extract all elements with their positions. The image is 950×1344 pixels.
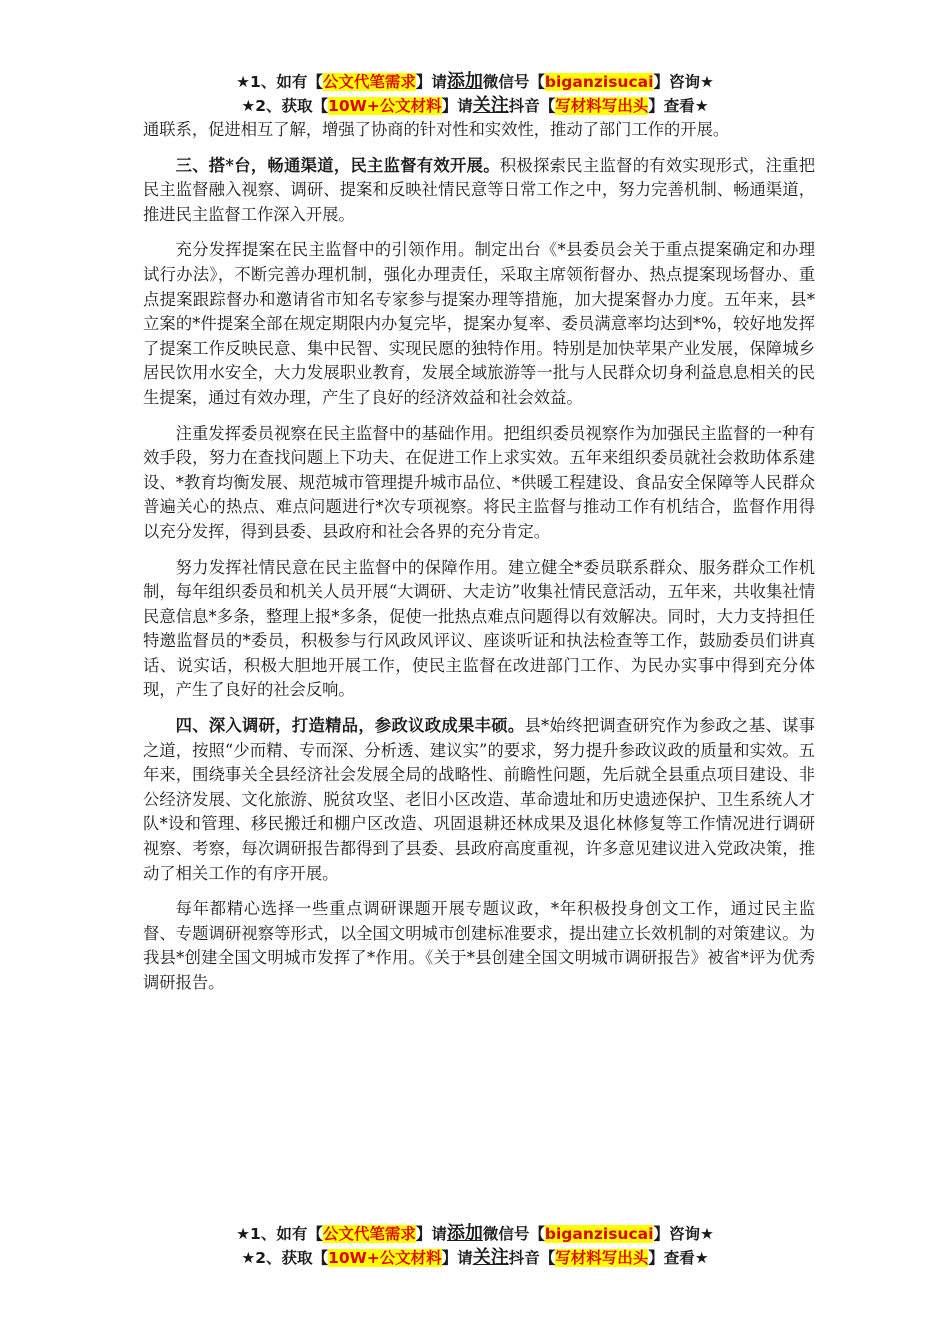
promo-text: 】请 [441,97,473,115]
promo-text: ★1、如有【 [236,1225,323,1243]
promo-line-1 [0,70,950,94]
promo-highlight-wechat: biganzisucai [544,1225,654,1243]
paragraph-special-topics: 每年都精心选择一些重点调研课题开展专题议政，*年积极投身创文工作，通过民主监督、专题调研视察等形式，以全国文明城市创建标准要求，提出建立长效机制的对策建议。为我县*创建全国文明城市发挥了*作用。《关于*县创建全国文明城市调研报告》被省*评为优秀调研报告。 [143,899,815,992]
promo-highlight-douyin: 写材料写出头 [555,97,649,115]
promo-emphasis: 添加 [446,1223,483,1244]
paragraph-public-opinion: 努力发挥社情民意在民主监督中的保障作用。建立健全*委员联系群众、服务群众工作机制，每年组织委员和机关人员开展“大调研、大走访”收集社情民意活动，五年来，共收集社情民意信息*多条，整理上报*多条，促使一批热点难点问题得以有效解决。同时，大力支持担任特邀监督员的*委员，积极参与行风政风评议、座谈听证和执法检查等工作，鼓励委员们讲真话、说实话，积极大胆地开展工作，使民主监督在改进部门工作、为民办实事中得到充分体现，产生了良好的社会反响。 [143,557,815,700]
paragraph-proposals: 充分发挥提案在民主监督中的引领作用。制定出台《*县委员会关于重点提案确定和办理试行办法》，不断完善办理机制，强化办理责任，采取主席领衔督办、热点提案现场督办、重点提案跟踪督办和邀请省市知名专家参与提案办理等措施，加大提案督办力度。五年来，县*立案的*件提案全部在规定期限内办复完毕，提案办复率、委员满意率均达到*%，较好地发挥了提案工作反映民意、集中民智、实现民愿的独特作用。特别是加快苹果产业发展，保障城乡居民饮用水安全，大力发展职业教育，发展全域旅游等一批与人民群众切身利益息息相关的民生提案，通过有效办理，产生了良好的经济效益和社会效益。 [143,240,815,407]
promo-highlight: 10W+公文材料 [328,97,442,115]
promo-text: 】查看★ [648,97,709,115]
promo-emphasis: 添加 [446,71,483,92]
promo-highlight-wechat: biganzisucai [544,73,654,91]
paragraph-inspection: 注重发挥委员视察在民主监督中的基础作用。把组织委员视察作为加强民主监督的一种有效手段，努力在查找问题上下功夫、在促进工作上求实效。五年来组织委员就社会救助体系建设、*教育均衡发展、规范城市管理提升城市品位、*供暖工程建设、食品安全保障等人民群众普遍关心的热点、难点问题进行*次专项视察。将民主监督与推动工作有机结合，监督作用得以充分发挥，得到县委、县政府和社会各界的充分肯定。 [143,423,815,541]
promo-text: 】请 [441,1249,473,1267]
promo-text: 】咨询★ [653,73,714,91]
paragraph-continued: 通联系，促进相互了解，增强了协商的针对性和实效性，推动了部门工作的开展。 [143,120,730,139]
footer-promo [0,1222,950,1270]
promo-highlight-douyin: 写材料写出头 [555,1249,649,1267]
promo-text: ★1、如有【 [236,73,323,91]
header-promo [0,70,950,118]
promo-text: 微信号【 [482,1225,545,1243]
promo-highlight: 10W+公文材料 [328,1249,442,1267]
promo-text: 】查看★ [648,1249,709,1267]
promo-highlight: 公文代笔需求 [322,1225,416,1243]
paragraph-section-four [143,714,815,886]
document-body [143,118,815,1007]
promo-text: 微信号【 [482,73,545,91]
promo-text: 】请 [415,73,447,91]
promo-text: 】请 [415,1225,447,1243]
promo-text: 抖音【 [508,97,556,115]
section-text: 县*始终把调查研究作为参政之基、谋事之道，按照“少而精、专而深、分析透、建议实”的要求，努力提升参政议政的质量和实效。五年来，围绕事关全县经济社会发展全局的战略性、前瞻性问题，先后就全县重点项目建设、非公经济发展、文化旅游、脱贫攻坚、老旧小区改造、革命遗址和历史遗迹保护、卫生系统人才队*设和管理、移民搬迁和棚户区改造、巩固退耕还林成果及退化林修复等工作情况进行调研视察、考察，每次调研报告都得到了县委、县政府高度重视，许多意见建议进入党政决策，推动了相关工作的有序开展。 [143,716,815,883]
paragraph-section-three [143,154,815,228]
promo-line-2 [0,1246,950,1270]
promo-emphasis: 关注 [472,1247,509,1268]
promo-text: ★2、获取【 [241,1249,329,1267]
section-text: 积极探索民主监督的有效实现形式，注重把民主监督融入视察、调研、提案和反映社情民意等日常工作之中，努力完善机制、畅通渠道，推进民主监督工作深入开展。 [143,155,815,224]
section-heading: 三、搭*台，畅通渠道，民主监督有效开展。 [175,155,500,175]
promo-text: 抖音【 [508,1249,556,1267]
promo-highlight: 公文代笔需求 [322,73,416,91]
promo-text: 】咨询★ [653,1225,714,1243]
promo-line-2 [0,94,950,118]
promo-line-1 [0,1222,950,1246]
section-heading: 四、深入调研，打造精品，参政议政成果丰硕。 [175,716,525,736]
promo-emphasis: 关注 [472,95,509,116]
promo-text: ★2、获取【 [241,97,329,115]
